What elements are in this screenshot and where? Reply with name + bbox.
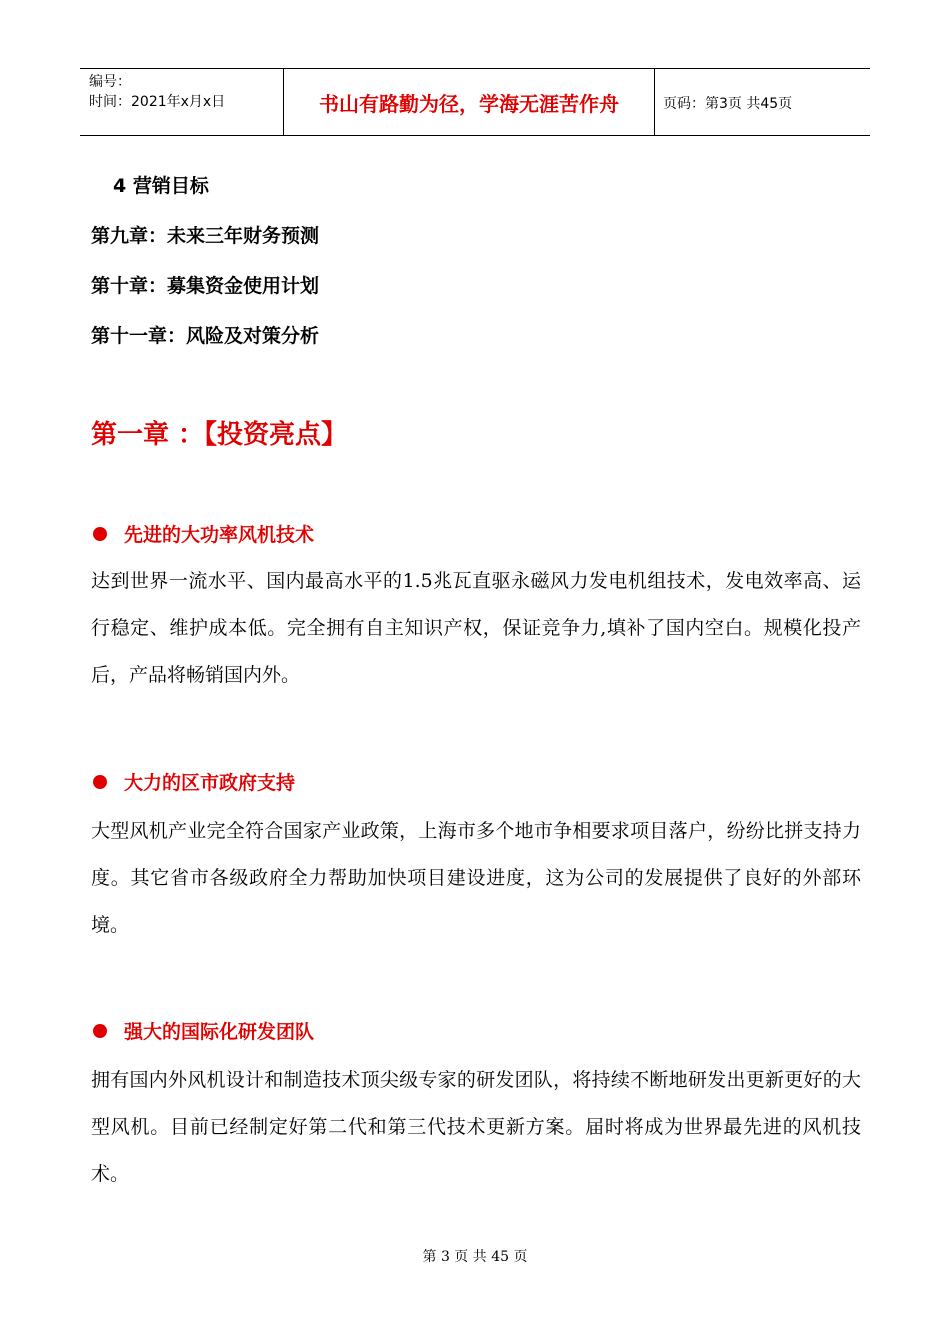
header-meta-cell xyxy=(80,69,284,135)
section-paragraph: 拥有国内外风机设计和制造技术顶尖级专家的研发团队，将持续不断地研发出更新更好的大型风机。目前已经制定好第二代和第三代技术更新方案。届时将成为世界最先进的风机技术。 xyxy=(91,1069,861,1185)
toc-item-marketing-goal: 4 营销目标 xyxy=(113,175,209,197)
section-heading-text: 大力的区市政府支持 xyxy=(124,772,296,794)
toc-chapter-10: 第十章：募集资金使用计划 xyxy=(91,275,320,297)
header-time: 时间：2021年x月x日 xyxy=(89,94,226,110)
toc-chapter-11: 第十一章：风险及对策分析 xyxy=(91,325,320,347)
section-heading xyxy=(93,520,314,547)
bullet-dot-icon xyxy=(93,775,107,789)
section-paragraph: 达到世界一流水平、国内最高水平的1.5兆瓦直驱永磁风力发电机组技术，发电效率高、运行稳定、维护成本低。完全拥有自主知识产权，保证竞争力,填补了国内空白。规模化投产后，产品将畅销国内外。 xyxy=(91,570,861,686)
bullet-dot-icon xyxy=(93,1024,107,1038)
section-heading xyxy=(93,1017,314,1044)
page-header xyxy=(80,68,870,136)
section-heading-text: 强大的国际化研发团队 xyxy=(124,1021,315,1043)
bullet-dot-icon xyxy=(93,527,107,541)
chapter-title: 第一章 ：【投资亮点】 xyxy=(91,420,348,450)
header-motto: 书山有路勤为径，学海无涯苦作舟 xyxy=(284,69,655,135)
section-heading xyxy=(93,768,295,795)
page-footer: 第 3 页 共 45 页 xyxy=(422,1249,528,1265)
section-heading-text: 先进的大功率风机技术 xyxy=(124,524,315,546)
toc-chapter-9: 第九章：未来三年财务预测 xyxy=(91,225,320,247)
header-number: 编号： xyxy=(89,74,131,90)
section-paragraph: 大型风机产业完全符合国家产业政策，上海市多个地市争相要求项目落户，纷纷比拼支持力度。其它省市各级政府全力帮助加快项目建设进度，这为公司的发展提供了良好的外部环境。 xyxy=(91,820,861,936)
header-page-info: 页码：第3页 共45页 xyxy=(663,96,793,112)
